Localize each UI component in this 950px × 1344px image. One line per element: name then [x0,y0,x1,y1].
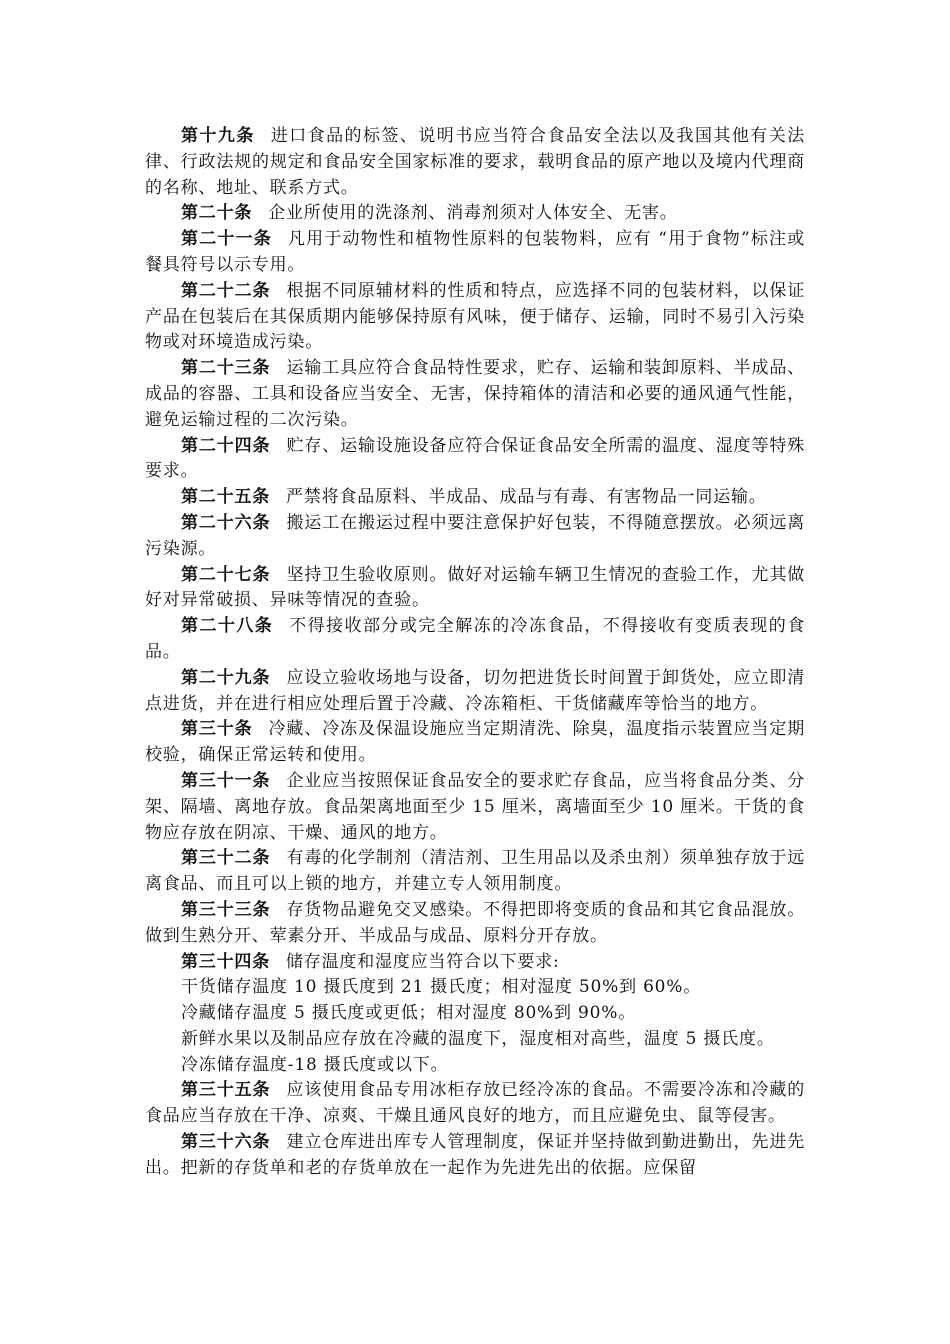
article-number: 第十九条 [181,126,255,146]
article-text: 有毒的化学制剂（清洁剂、卫生用品以及杀虫剂）须单独存放于远离食品、而且可以上锁的地方，并建立专人领用制度。 [145,848,806,895]
article-text: 应该使用食品专用冰柜存放已经冷冻的食品。不需要冷冻和冷藏的食品应当存放在干净、凉爽、干燥且通风良好的地方，而且应避免虫、鼠等侵害。 [145,1080,806,1127]
article-text: 严禁将食品原料、半成品、成品与有毒、有害物品一同运输。 [286,487,767,508]
article-text: 根据不同原辅材料的性质和特点，应选择不同的包装材料，以保证产品在包装后在其保质期内能够保持原有风味，便于储存、运输，同时不易引入污染物或对环境造成污染。 [145,280,806,353]
article-text: 运输工具应符合食品特性要求，贮存、运输和装卸原料、半成品、成品的容器、工具和设备应当安全、无害，保持箱体的清洁和必要的通风通气性能，避免运输过程的二次污染。 [145,358,806,430]
article-number: 第二十一条 [181,229,272,250]
article-text: 企业应当按照保证食品安全的要求贮存食品，应当将食品分类、分架、隔墙、离地存放。食品架离地面至少 15 厘米，离墙面至少 10 厘米。干货的食物应存放在阴凉、干燥、通风的地方。 [145,770,806,843]
article-35 [145,1078,805,1130]
article-number: 第二十六条 [181,512,271,533]
article-28 [145,614,805,666]
article-31 [145,769,805,846]
article-text: 贮存、运输设施设备应符合保证食品安全所需的温度、湿度等特殊要求。 [145,435,806,482]
article-33 [145,898,805,950]
article-19 [145,124,805,201]
article-number: 第三十五条 [181,1080,271,1101]
article-number: 第二十九条 [181,667,271,688]
article-number: 第二十七条 [181,564,271,585]
storage-requirement-fresh-fruit: 新鲜水果以及制品应存放在冷藏的温度下，湿度相对高些，温度 5 摄氏度。 [181,1028,775,1049]
article-24 [145,434,805,486]
document-body [145,124,805,1182]
article-number: 第三十一条 [181,770,271,791]
article-number: 第二十三条 [181,358,271,379]
article-text: 储存温度和湿度应当符合以下要求: [286,951,560,972]
article-26 [145,511,805,563]
article-text: 凡用于动物性和植物性原料的包装物料，应有 “用于食物”标注或餐具符号以示专用。 [145,229,805,275]
article-text: 存货物品避免交叉感染。不得把即将变质的食品和其它食品混放。做到生熟分开、荤素分开、半成品与成品、原料分开存放。 [145,899,806,946]
article-27 [145,563,805,615]
article-number: 第二十二条 [181,280,271,301]
article-number: 第二十四条 [181,435,271,456]
article-30 [145,717,805,769]
article-20 [145,201,805,227]
article-text: 应设立验收场地与设备，切勿把进货长时间置于卸货处，应立即清点进货，并在进行相应处理后置于冷藏、冷冻箱柜、干货储藏库等恰当的地方。 [145,667,806,714]
article-23 [145,356,805,433]
storage-requirement-frozen: 冷冻储存温度-18 摄氏度或以下。 [181,1054,449,1075]
article-number: 第三十六条 [181,1132,271,1153]
article-29 [145,666,805,718]
article-text: 不得接收部分或完全解冻的冷冻食品，不得接收有变质表现的食品。 [145,616,805,662]
article-text: 建立仓库进出库专人管理制度，保证并坚持做到勤进勤出，先进先出。把新的存货单和老的存货单放在一起作为先进先出的依据。应保留 [145,1132,806,1178]
article-22 [145,279,805,356]
article-36 [145,1130,805,1182]
article-text: 坚持卫生验收原则。做好对运输车辆卫生情况的查验工作，尤其做好对异常破损、异味等情况的查验。 [145,564,806,611]
article-32 [145,846,805,898]
article-number: 第三十三条 [181,899,271,920]
article-number: 第二十八条 [181,616,274,637]
article-text: 进口食品的标签、说明书应当符合食品安全法以及我国其他有关法律、行政法规的规定和食品安全国家标准的要求，载明食品的原产地以及境内代理商的名称、地址、联系方式。 [145,126,805,198]
storage-requirement-chilled: 冷藏储存温度 5 摄氏度或更低；相对湿度 80%到 90%。 [181,1003,637,1024]
article-21 [145,227,805,279]
article-text: 冷藏、冷冻及保温设施应当定期清洗、除臭，温度指示装置应当定期校验，确保正常运转和使用。 [145,719,806,766]
article-number: 第三十四条 [181,951,270,972]
article-text: 搬运工在搬运过程中要注意保护好包装，不得随意摆放。必须远离污染源。 [145,512,806,559]
article-number: 第三十二条 [181,848,271,869]
article-number: 第二十五条 [181,487,270,508]
storage-requirement-dry: 干货储存温度 10 摄氏度到 21 摄氏度；相对湿度 50%到 60%。 [181,977,702,998]
article-number: 第二十条 [181,203,253,224]
article-text: 企业所使用的洗涤剂、消毒剂须对人体安全、无害。 [268,203,678,224]
article-34 [145,950,805,976]
article-25 [145,485,805,511]
article-number: 第三十条 [181,719,253,740]
